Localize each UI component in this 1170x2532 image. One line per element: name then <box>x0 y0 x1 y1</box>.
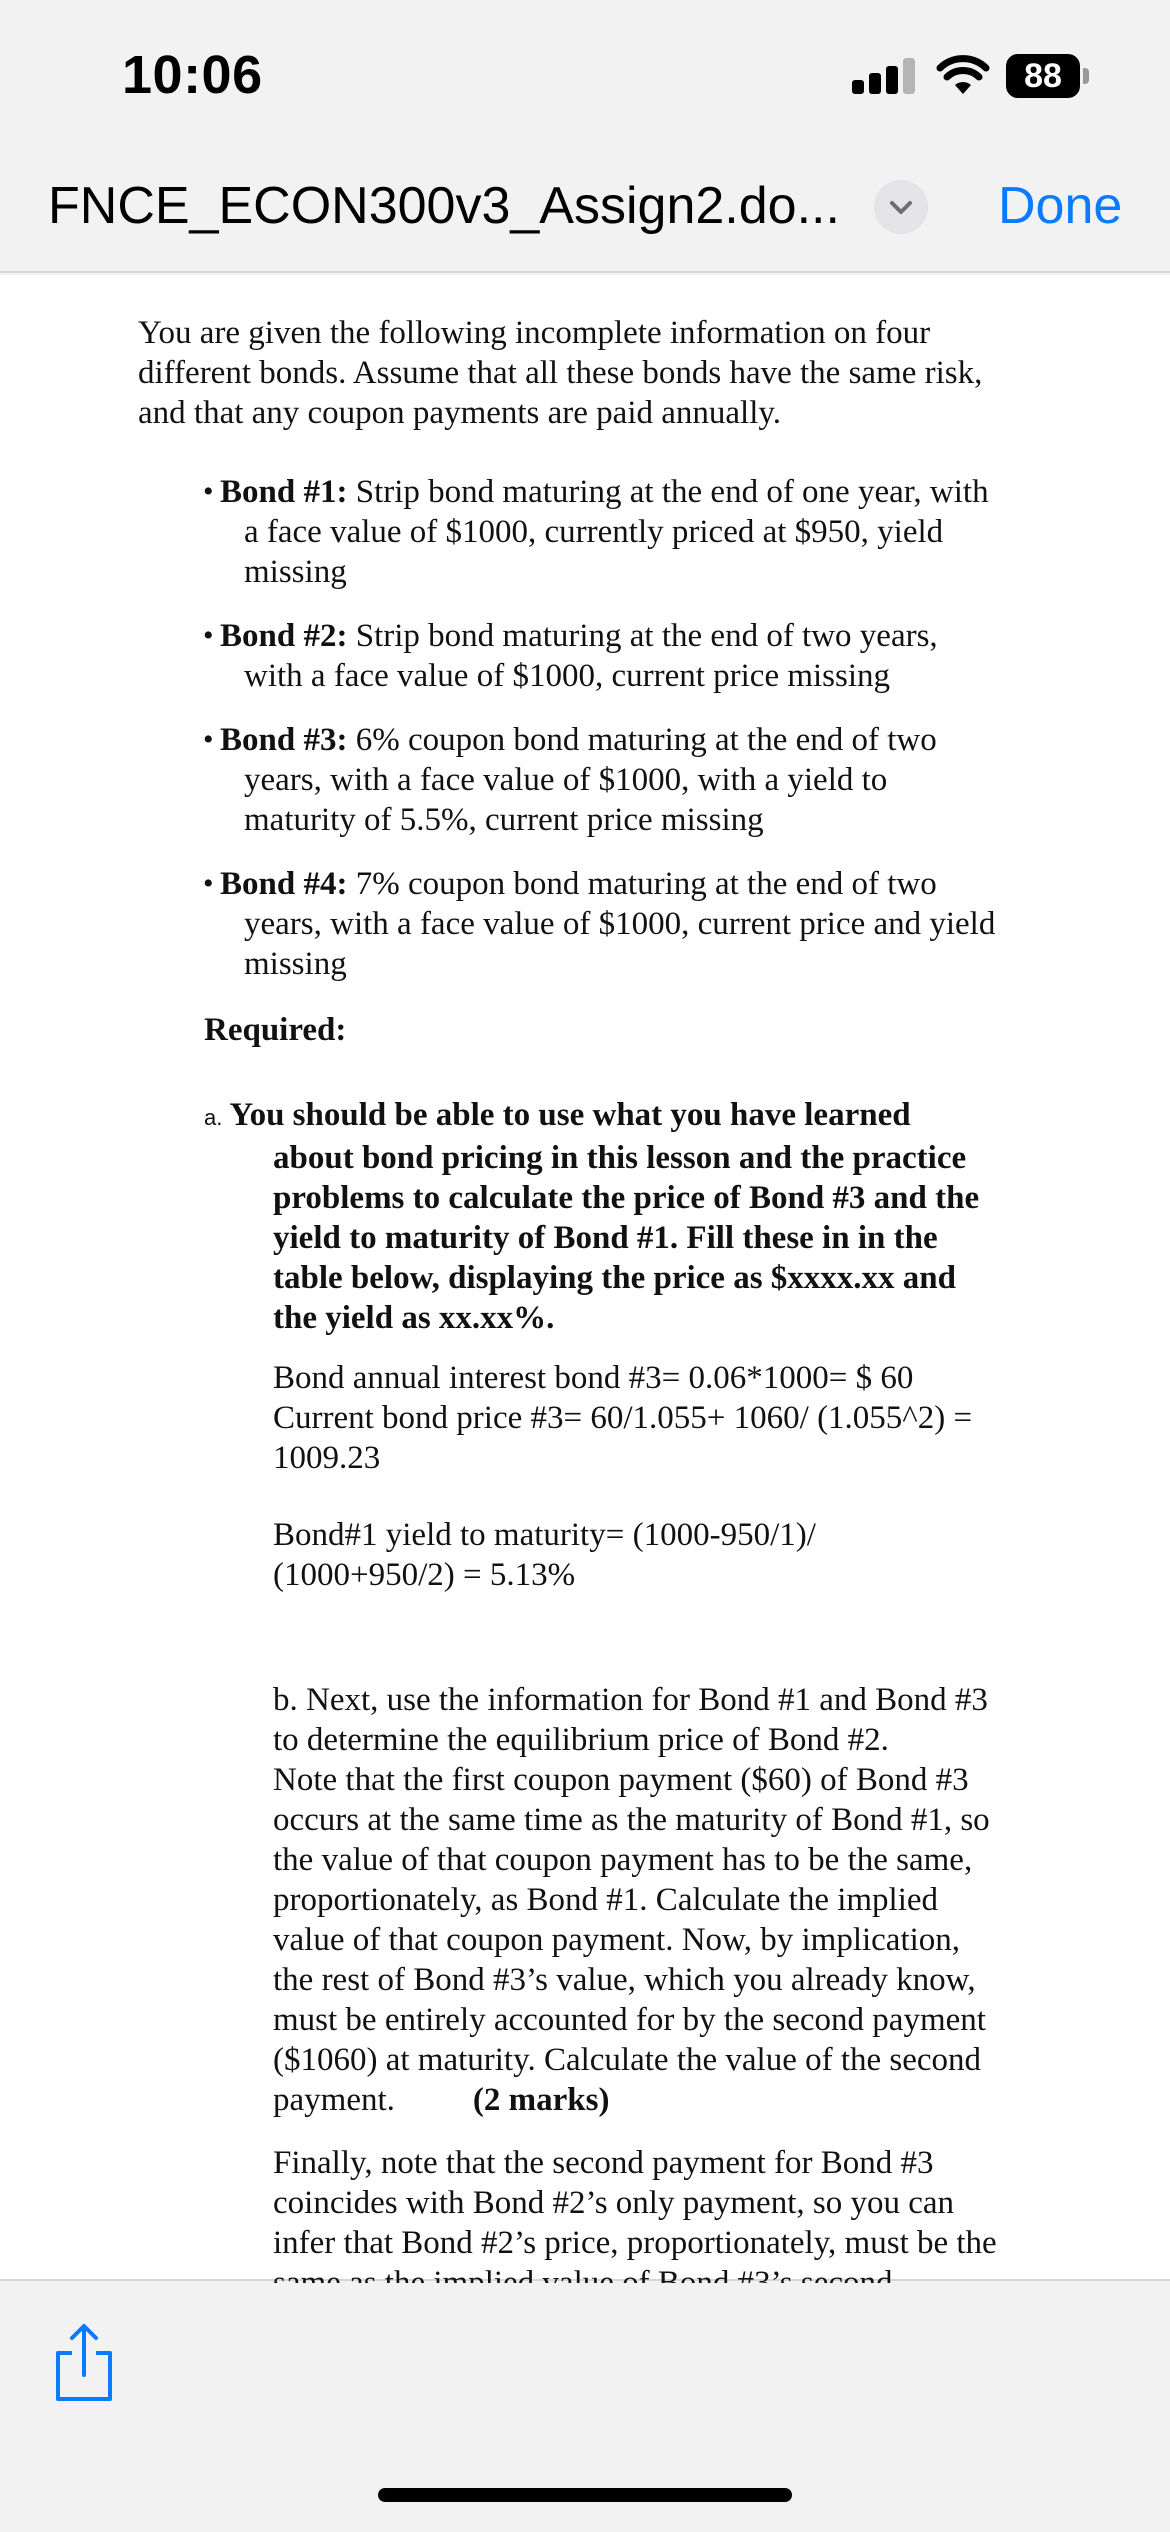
bond-3-item <box>220 720 937 840</box>
part-b-line: value of that coupon payment. Now, by implication, <box>273 1922 961 1958</box>
bond-4-label: Bond #4: <box>220 866 348 902</box>
part-b-line: to determine the equilibrium price of Bond #2. <box>273 1722 889 1758</box>
part-a-question <box>204 1095 979 1338</box>
part-a-line: about bond pricing in this lesson and the practice <box>273 1140 967 1176</box>
required-heading: Required: <box>204 1012 347 1048</box>
bond-3-text: 6% coupon bond maturing at the end of two <box>347 722 937 758</box>
part-a-line: yield to maturity of Bond #1. Fill these in in the <box>273 1220 938 1256</box>
answer-line: Bond annual interest bond #3= 0.06*1000= $ 60 <box>273 1360 914 1396</box>
status-time: 10:06 <box>122 45 263 105</box>
bond-3-text: maturity of 5.5%, current price missing <box>244 802 764 838</box>
answer-line: 1009.23 <box>273 1440 381 1476</box>
part-a-marker: a. <box>204 1105 223 1130</box>
bullet-dot: • <box>203 723 214 756</box>
part-b-line: proportionately, as Bond #1. Calculate the implied <box>273 1882 939 1918</box>
answer-bond-3-price <box>273 1358 972 1478</box>
answer-line: (1000+950/2) = 5.13% <box>273 1557 576 1593</box>
bond-1-item <box>220 472 989 592</box>
final-line: Finally, note that the second payment for Bond #3 <box>273 2145 934 2181</box>
wifi-icon <box>937 56 989 96</box>
bond-4-text: years, with a face value of $1000, current price and yield <box>244 906 996 942</box>
bond-4-item <box>220 864 995 984</box>
final-line: coincides with Bond #2’s only payment, so you can <box>273 2185 954 2221</box>
final-paragraph <box>273 2143 997 2303</box>
intro-paragraph <box>138 313 982 433</box>
bullet-dot: • <box>203 475 214 508</box>
bond-1-text: Strip bond maturing at the end of one year, with <box>347 474 989 510</box>
bond-2-text: with a face value of $1000, current price missing <box>244 658 891 694</box>
part-b-line: Note that the first coupon payment ($60) of Bond #3 <box>273 1762 969 1798</box>
part-b-marks: (2 marks) <box>472 2082 610 2118</box>
bullet-dot: • <box>203 867 214 900</box>
part-a-line: the yield as xx.xx%. <box>273 1300 555 1336</box>
intro-line: You are given the following incomplete information on four <box>138 315 931 351</box>
bond-4-text: missing <box>244 946 347 982</box>
part-b-line: the rest of Bond #3’s value, which you already know, <box>273 1962 976 1998</box>
chevron-down-icon <box>889 197 913 217</box>
bond-1-text: missing <box>244 554 347 590</box>
document-title[interactable]: FNCE_ECON300v3_Assign2.do... <box>48 177 840 235</box>
bond-1-text: a face value of $1000, currently priced at $950, yield <box>244 514 944 550</box>
battery-icon <box>1006 54 1090 98</box>
battery-level: 88 <box>1006 54 1080 98</box>
part-b-line: must be entirely accounted for by the second payment <box>273 2002 986 2038</box>
bullet-dot: • <box>203 619 214 652</box>
answer-line: Bond#1 yield to maturity= (1000-950/1)/ <box>273 1517 816 1553</box>
bond-2-label: Bond #2: <box>220 618 348 654</box>
part-b-line: b. Next, use the information for Bond #1 and Bond #3 <box>273 1682 988 1718</box>
bond-3-text: years, with a face value of $1000, with a yield to <box>244 762 888 798</box>
document-viewer[interactable] <box>0 275 1170 2281</box>
done-button[interactable]: Done <box>998 177 1123 235</box>
home-indicator[interactable] <box>378 2488 792 2502</box>
part-b-line: payment. <box>273 2082 395 2118</box>
part-a-line: problems to calculate the price of Bond #3 and the <box>273 1180 980 1216</box>
intro-line: different bonds. Assume that all these bonds have the same risk, <box>138 355 983 391</box>
part-b-line: the value of that coupon payment has to be the same, <box>273 1842 973 1878</box>
bond-2-text: Strip bond maturing at the end of two years, <box>347 618 938 654</box>
intro-line: and that any coupon payments are paid annually. <box>138 395 781 431</box>
bond-1-label: Bond #1: <box>220 474 348 510</box>
battery-tip <box>1083 68 1089 84</box>
document-header <box>0 150 1170 273</box>
part-b-line: occurs at the same time as the maturity of Bond #1, so <box>273 1802 990 1838</box>
final-line: infer that Bond #2’s price, proportionately, must be the <box>273 2225 997 2261</box>
bond-4-text: 7% coupon bond maturing at the end of two <box>347 866 937 902</box>
bond-3-label: Bond #3: <box>220 722 348 758</box>
part-b-question <box>273 1680 990 2120</box>
part-a-line: You should be able to use what you have learned <box>229 1097 911 1133</box>
bond-2-item <box>220 616 938 696</box>
part-b-line: ($1060) at maturity. Calculate the value of the second <box>273 2042 982 2078</box>
answer-bond-1-yield <box>273 1515 816 1595</box>
status-bar <box>0 0 1170 150</box>
share-icon[interactable] <box>52 2323 116 2403</box>
answer-line: Current bond price #3= 60/1.055+ 1060/ (1.055^2) = <box>273 1400 973 1436</box>
title-menu-button[interactable] <box>874 180 928 234</box>
part-a-line: table below, displaying the price as $xxxx.xx and <box>273 1260 956 1296</box>
cellular-signal-icon <box>852 58 916 94</box>
